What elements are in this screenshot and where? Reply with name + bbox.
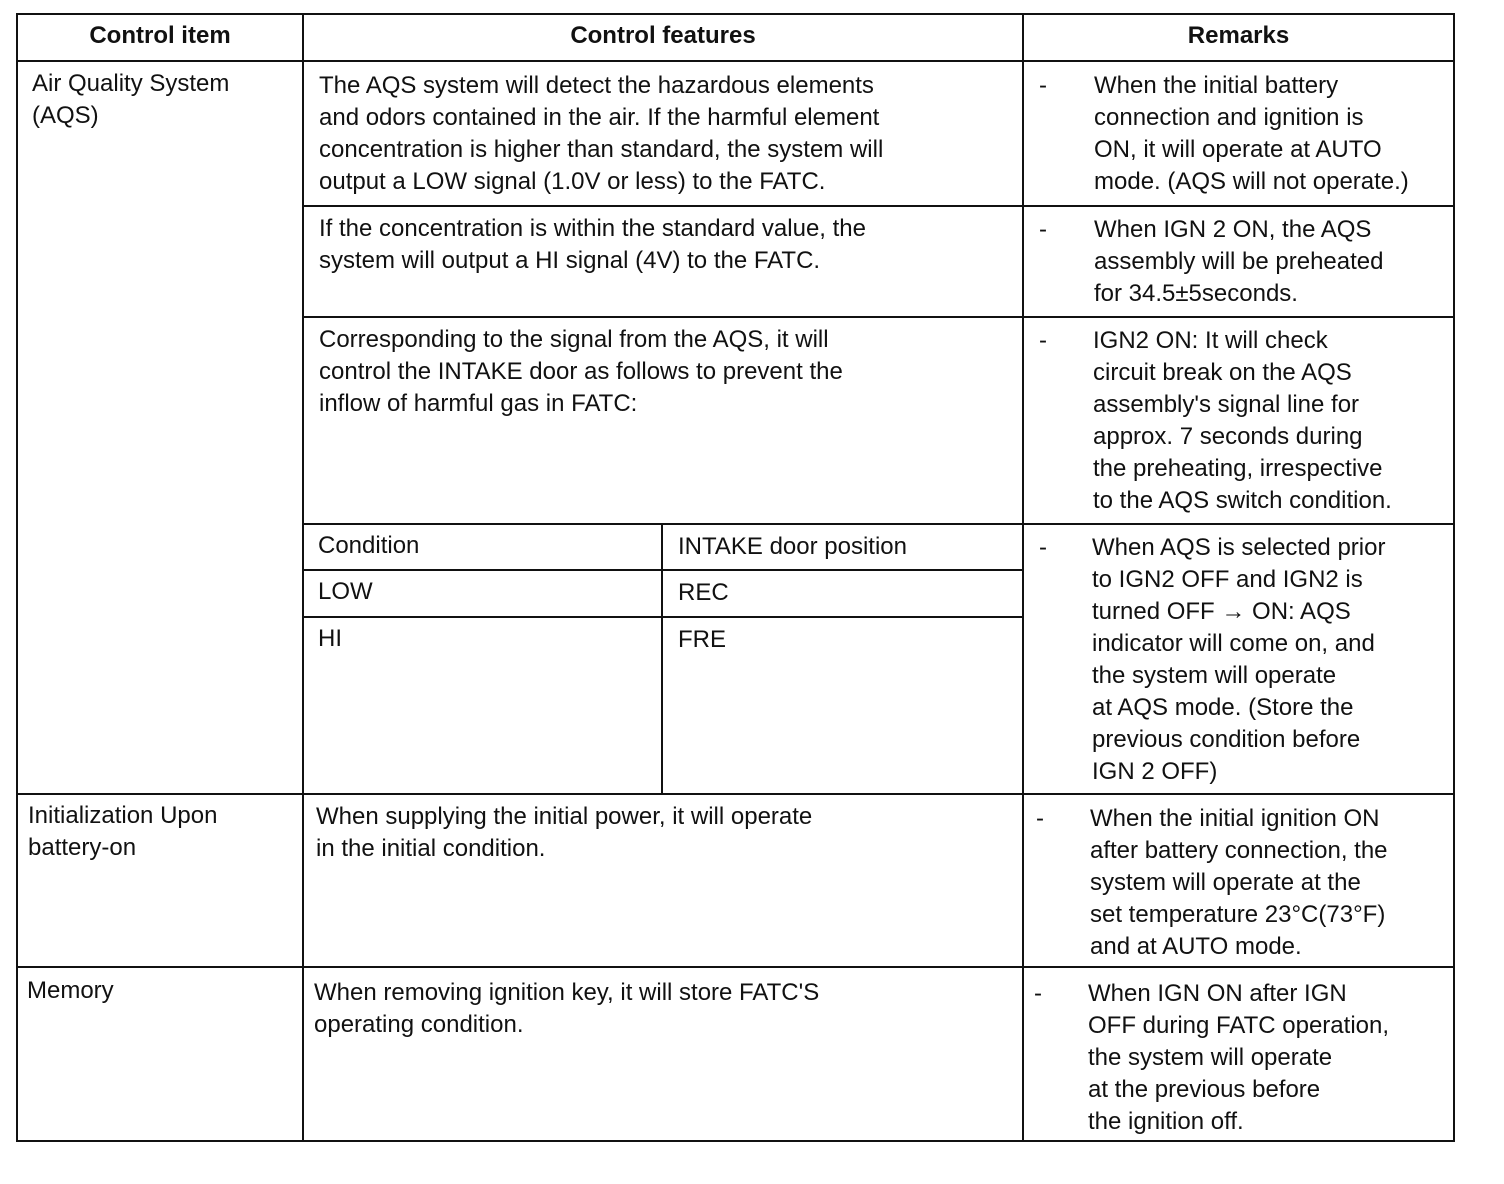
aqs-feature-2: If the concentration is within the standard value, the system will output a HI signal (4V) to the FATC. [319, 215, 866, 274]
col-divider-2 [1022, 13, 1024, 1142]
subtable-header-condition: Condition [318, 532, 420, 559]
init-remark-dash: - [1036, 805, 1044, 832]
header-bottom-line [16, 60, 1455, 62]
table-border-right [1453, 13, 1455, 1142]
row-line-init-bottom [16, 966, 1455, 968]
init-item-label: Initialization Upon battery-on [28, 802, 218, 861]
aqs-remark-1: When the initial battery connection and ignition is ON, it will operate at AUTO mode. (AQS will not operate.) [1094, 72, 1409, 195]
aqs-feature-line-3 [302, 523, 1455, 525]
row-line-aqs-bottom [16, 793, 1455, 795]
memory-remark-dash: - [1034, 980, 1042, 1007]
aqs-remark-1-dash: - [1039, 72, 1047, 99]
subtable-col-divider [661, 523, 663, 793]
subtable-condition-low: LOW [318, 578, 373, 605]
header-control-features: Control features [570, 22, 756, 49]
subtable-position-fre: FRE [678, 626, 726, 653]
aqs-remark-2: When IGN 2 ON, the AQS assembly will be preheated for 34.5±5seconds. [1094, 216, 1384, 307]
aqs-remark-3-dash: - [1039, 327, 1047, 354]
aqs-remark-4-dash: - [1039, 534, 1047, 561]
aqs-remark-3: IGN2 ON: It will check circuit break on the AQS assembly's signal line for approx. 7 seconds during the preheating, irrespective to the AQS switch condition. [1093, 327, 1392, 514]
table-border-top [16, 13, 1455, 15]
subtable-header-position: INTAKE door position [678, 533, 907, 560]
aqs-item-label: Air Quality System (AQS) [32, 70, 230, 129]
table-border-bottom [16, 1140, 1455, 1142]
aqs-feature-line-2 [302, 316, 1455, 318]
init-feature: When supplying the initial power, it will operate in the initial condition. [316, 803, 813, 862]
col-divider-1 [302, 13, 304, 1142]
subtable-position-rec: REC [678, 579, 729, 606]
table-border-left [16, 13, 18, 1142]
subtable-line-2 [302, 616, 1022, 618]
subtable-condition-hi: HI [318, 625, 342, 652]
aqs-remark-4: When AQS is selected prior to IGN2 OFF and IGN2 is turned OFF → ON: AQS indicator will come on, and the system will operate at AQS mode. (Store the previous condition before IGN 2 OFF) [1092, 534, 1386, 785]
aqs-remark-2-dash: - [1039, 216, 1047, 243]
aqs-feature-3: Corresponding to the signal from the AQS, it will control the INTAKE door as follows to prevent the inflow of harmful gas in FATC: [319, 326, 843, 417]
memory-feature: When removing ignition key, it will store FATC'S operating condition. [314, 979, 820, 1038]
memory-remark: When IGN ON after IGN OFF during FATC operation, the system will operate at the previous before the ignition off. [1088, 980, 1390, 1135]
subtable-line-1 [302, 569, 1022, 571]
aqs-feature-line-1 [302, 205, 1455, 207]
aqs-feature-1: The AQS system will detect the hazardous elements and odors contained in the air. If the harmful element concentration is higher than standard, the system will output a LOW signal (1.0V or less) to the FATC. [319, 72, 884, 195]
header-control-item: Control item [89, 22, 231, 49]
header-remarks: Remarks [1187, 22, 1290, 49]
memory-item-label: Memory [27, 977, 114, 1004]
init-remark: When the initial ignition ON after battery connection, the system will operate at the set temperature 23°C(73°F) and at AUTO mode. [1090, 805, 1388, 960]
